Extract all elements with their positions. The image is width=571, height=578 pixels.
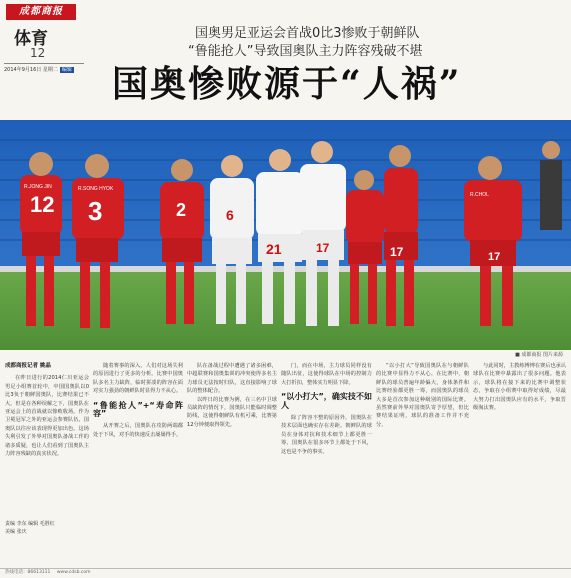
article-paragraph: 与此同时，主教练傅博在赛后也承认球队在比赛中暴露出了很多问题。他表示，球队将在接下来的比赛中调整状态，争取在小组赛中取得好成绩，尽最大努力打出国奥队应有的水平，争取晋级淘汰赛。	[473, 363, 566, 412]
article-paragraph: 队在备战过程中遭遇了诸多困难，中超联赛和国奥集训的冲突使得多名主力球员无法按时归队，这直接影响了球队的整体配合。	[187, 363, 277, 395]
match-photo-illustration	[0, 120, 571, 350]
website-link[interactable]: www.cdsb.com	[56, 570, 91, 575]
crosshead-1: “鲁能抢人”+“寿命阵容”	[93, 400, 183, 419]
article-column-3	[187, 362, 277, 572]
photo-credit: ■ 成都商报 图片来源	[515, 352, 563, 358]
edition-badge: 编辑	[61, 67, 72, 73]
date-text: 2014年9月16日 星期二	[4, 67, 58, 73]
article-column-6	[473, 362, 566, 572]
shirt-number: 2	[176, 200, 187, 220]
section-title: 体育	[14, 29, 48, 49]
article-column-4	[281, 362, 372, 572]
main-headline: 国奥惨败源于“人祸”	[112, 63, 462, 105]
page-number: 12	[30, 46, 46, 60]
shirt-name: R.JONG JIN	[24, 184, 52, 190]
article-column-1	[5, 362, 89, 572]
article-paragraph: “以小打大”导致国奥队在与朝鲜队的比赛中显得力不从心。在比赛中，朝鲜队的球员普遍年龄偏大，身体条件和比赛经验都更胜一筹，而国奥队的球员大多是首次参加这种级别的国际比赛。虽然赛前外界对国奥队寄予厚望，但比赛结果证明，球队的准备工作并不充分。	[376, 363, 469, 428]
shirt-number: 21	[266, 241, 282, 257]
article-paragraph: 在昨日进行的2014仁川亚运会男足小组赛首轮中，中国国奥队以0比3负于朝鲜国奥队，比赛结果已不大。但是在各种误解之下，国奥队在亚运会上的首战就以惨败收场。作为卫冕冠军之外的亚运会参赛队伍，国奥队以往应该表现得更加出色。这场失利引发了外界对国奥队备战工作的诸多质疑，也让人们看到了国奥队主力阵容残缺的真实状况。	[5, 375, 89, 458]
shirt-number: 17	[488, 251, 501, 263]
designer-line: 美编 张庆	[5, 529, 27, 535]
match-photo	[0, 120, 571, 350]
newspaper-logo: 成都商报	[6, 4, 76, 20]
crosshead-2: “以小打大”，确实技不如人	[281, 392, 372, 410]
shirt-number: 12	[30, 192, 55, 217]
article-paragraph: 门，而在中场，主力球员同样没有随队出征，这使得球队在中场的控制力大打折扣，整体实力明显下降。	[281, 363, 372, 386]
article-paragraph: 除了阵容不整的原因外，国奥队在技术层面也确实存在差距。朝鲜队的球员在身体对抗和技术细节上都更胜一筹，国奥队在很多环节上都处于下风，这也是不争的事实。	[281, 415, 372, 455]
article-paragraph: 随着赛事的深入，人们对这场失利的原因进行了更多的分析。比赛中国奥队多名主力缺阵，临时拼凑的阵容在面对实力强劲的朝鲜队时显得力不从心。	[93, 363, 183, 395]
editor-credits	[5, 520, 89, 536]
bench-figure	[540, 141, 562, 230]
shirt-name: R.SONG HYOK	[78, 186, 114, 192]
article-column-2	[93, 362, 183, 572]
article-paragraph: 以昨日的比赛为例，在三名中卫球员缺阵的情况下，国奥队只能临时调整防线，这使得朝鲜队有机可乘，比赛第12分钟便取得领先。	[187, 396, 277, 428]
shirt-number: 3	[88, 196, 103, 226]
subheadline-1: 国奥男足亚运会首战0比3惨败于朝鲜队	[195, 26, 420, 41]
article-column-5	[376, 362, 469, 572]
dateline	[4, 63, 84, 73]
editor-line: 责编 李东 编辑 毛胜红	[5, 521, 55, 527]
shirt-number: 6	[226, 207, 234, 223]
shirt-number: 17	[390, 245, 404, 259]
reporter-byline: 成都商报记者 姚晶	[5, 363, 51, 369]
subheadline-2: “鲁能抢人”导致国奥队主力阵容残破不堪	[188, 44, 423, 59]
shirt-number: 17	[316, 241, 330, 255]
shirt-name: R.CHOL	[470, 192, 489, 198]
article-paragraph: 从开赛之后，国奥队在攻防两端都处于下风，对手的快速反击屡屡得手。	[93, 423, 183, 438]
hotline-text: 热线电话：86613111	[5, 570, 51, 575]
